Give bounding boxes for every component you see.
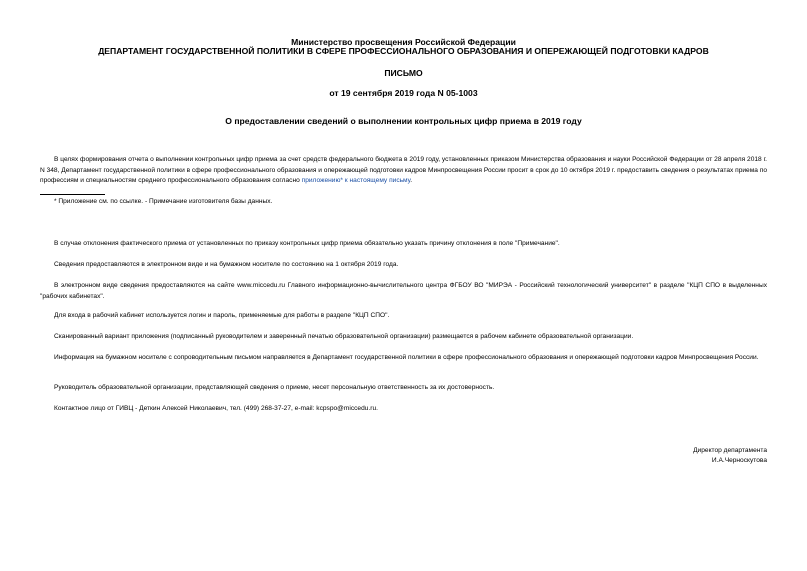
appendix-link[interactable]: приложению* к настоящему письму [301,177,411,185]
footnote: * Приложение см. по ссылке. - Примечание изготовителя базы данных. [54,198,273,205]
document-type: ПИСЬМО [384,68,423,78]
paragraph-electronic-submission: В электронном виде сведения предоставляются на сайте www.miccedu.ru Главного информационно-вычислительного центра ФГБОУ ВО "МИРЭА - Российский технологический университет" в разделе "КЦП СПО в выделенных "рабочих кабинетах". [40,282,767,300]
document-subject: О предоставлении сведений о выполнении контрольных цифр приема в 2019 году [225,116,582,126]
signature-position: Директор департамента [693,447,767,454]
paragraph-scanned-appendix: Сканированный вариант приложения (подписанный руководителем и заверенный печатью образовательной организации) размещается в рабочем кабинете образовательной организации. [54,333,634,340]
intro-text-after-link: . [410,177,413,185]
department-name: ДЕПАРТАМЕНТ ГОСУДАРСТВЕННОЙ ПОЛИТИКИ В СФЕРЕ ПРОФЕССИОНАЛЬНОГО ОБРАЗОВАНИЯ И ОПЕРЕЖАЮЩЕЙ ПОДГОТОВКИ КАДРОВ [98,46,709,56]
document-date-number: от 19 сентября 2019 года N 05-1003 [329,88,478,98]
paragraph-submission-format: Сведения предоставляются в электронном виде и на бумажном носителе по состоянию на 1 октября 2019 года. [54,261,399,268]
intro-text-before-link: В целях формирования отчета о выполнении контрольных цифр приема за счет средств федерального бюджета в 2019 году, установленных приказом Министерства образования и науки Российской Федерации от 28 апреля 2018 г. N 348, Департамент государственной политики в сфере профессионального образования и опережающей подготовки кадров Минпросвещения России просит в срок до 10 октября 2019 г. предоставить сведения о результатах приема по профессиям и специальностям среднего профессионального образования согласно [40,156,767,185]
paragraph-login: Для входа в рабочий кабинет используется логин и пароль, применяемые для работы в разделе "КЦП СПО". [54,312,390,319]
intro-paragraph [40,155,767,187]
ministry-name: Министерство просвещения Российской Федерации [291,37,516,47]
footnote-divider [40,194,105,195]
paragraph-responsibility: Руководитель образовательной организации, представляющей сведения о приеме, несет персональную ответственность за их достоверность. [54,384,495,391]
paragraph-deviation-reason: В случае отклонения фактического приема от установленных по приказу контрольных цифр приема обязательно указать причину отклонения в поле "Примечание". [54,240,560,247]
signature-name: И.А.Черноскутова [711,457,767,464]
paragraph-contact: Контактное лицо от ГИВЦ - Деткин Алексей Николаевич, тел. (499) 268-37-27, e-mail: kcpspo@miccedu.ru. [54,405,378,412]
paragraph-paper-submission: Информация на бумажном носителе с сопроводительным письмом направляется в Департамент государственной политики в сфере профессионального образования и опережающей подготовки кадров Минпросвещения России. [54,354,759,361]
